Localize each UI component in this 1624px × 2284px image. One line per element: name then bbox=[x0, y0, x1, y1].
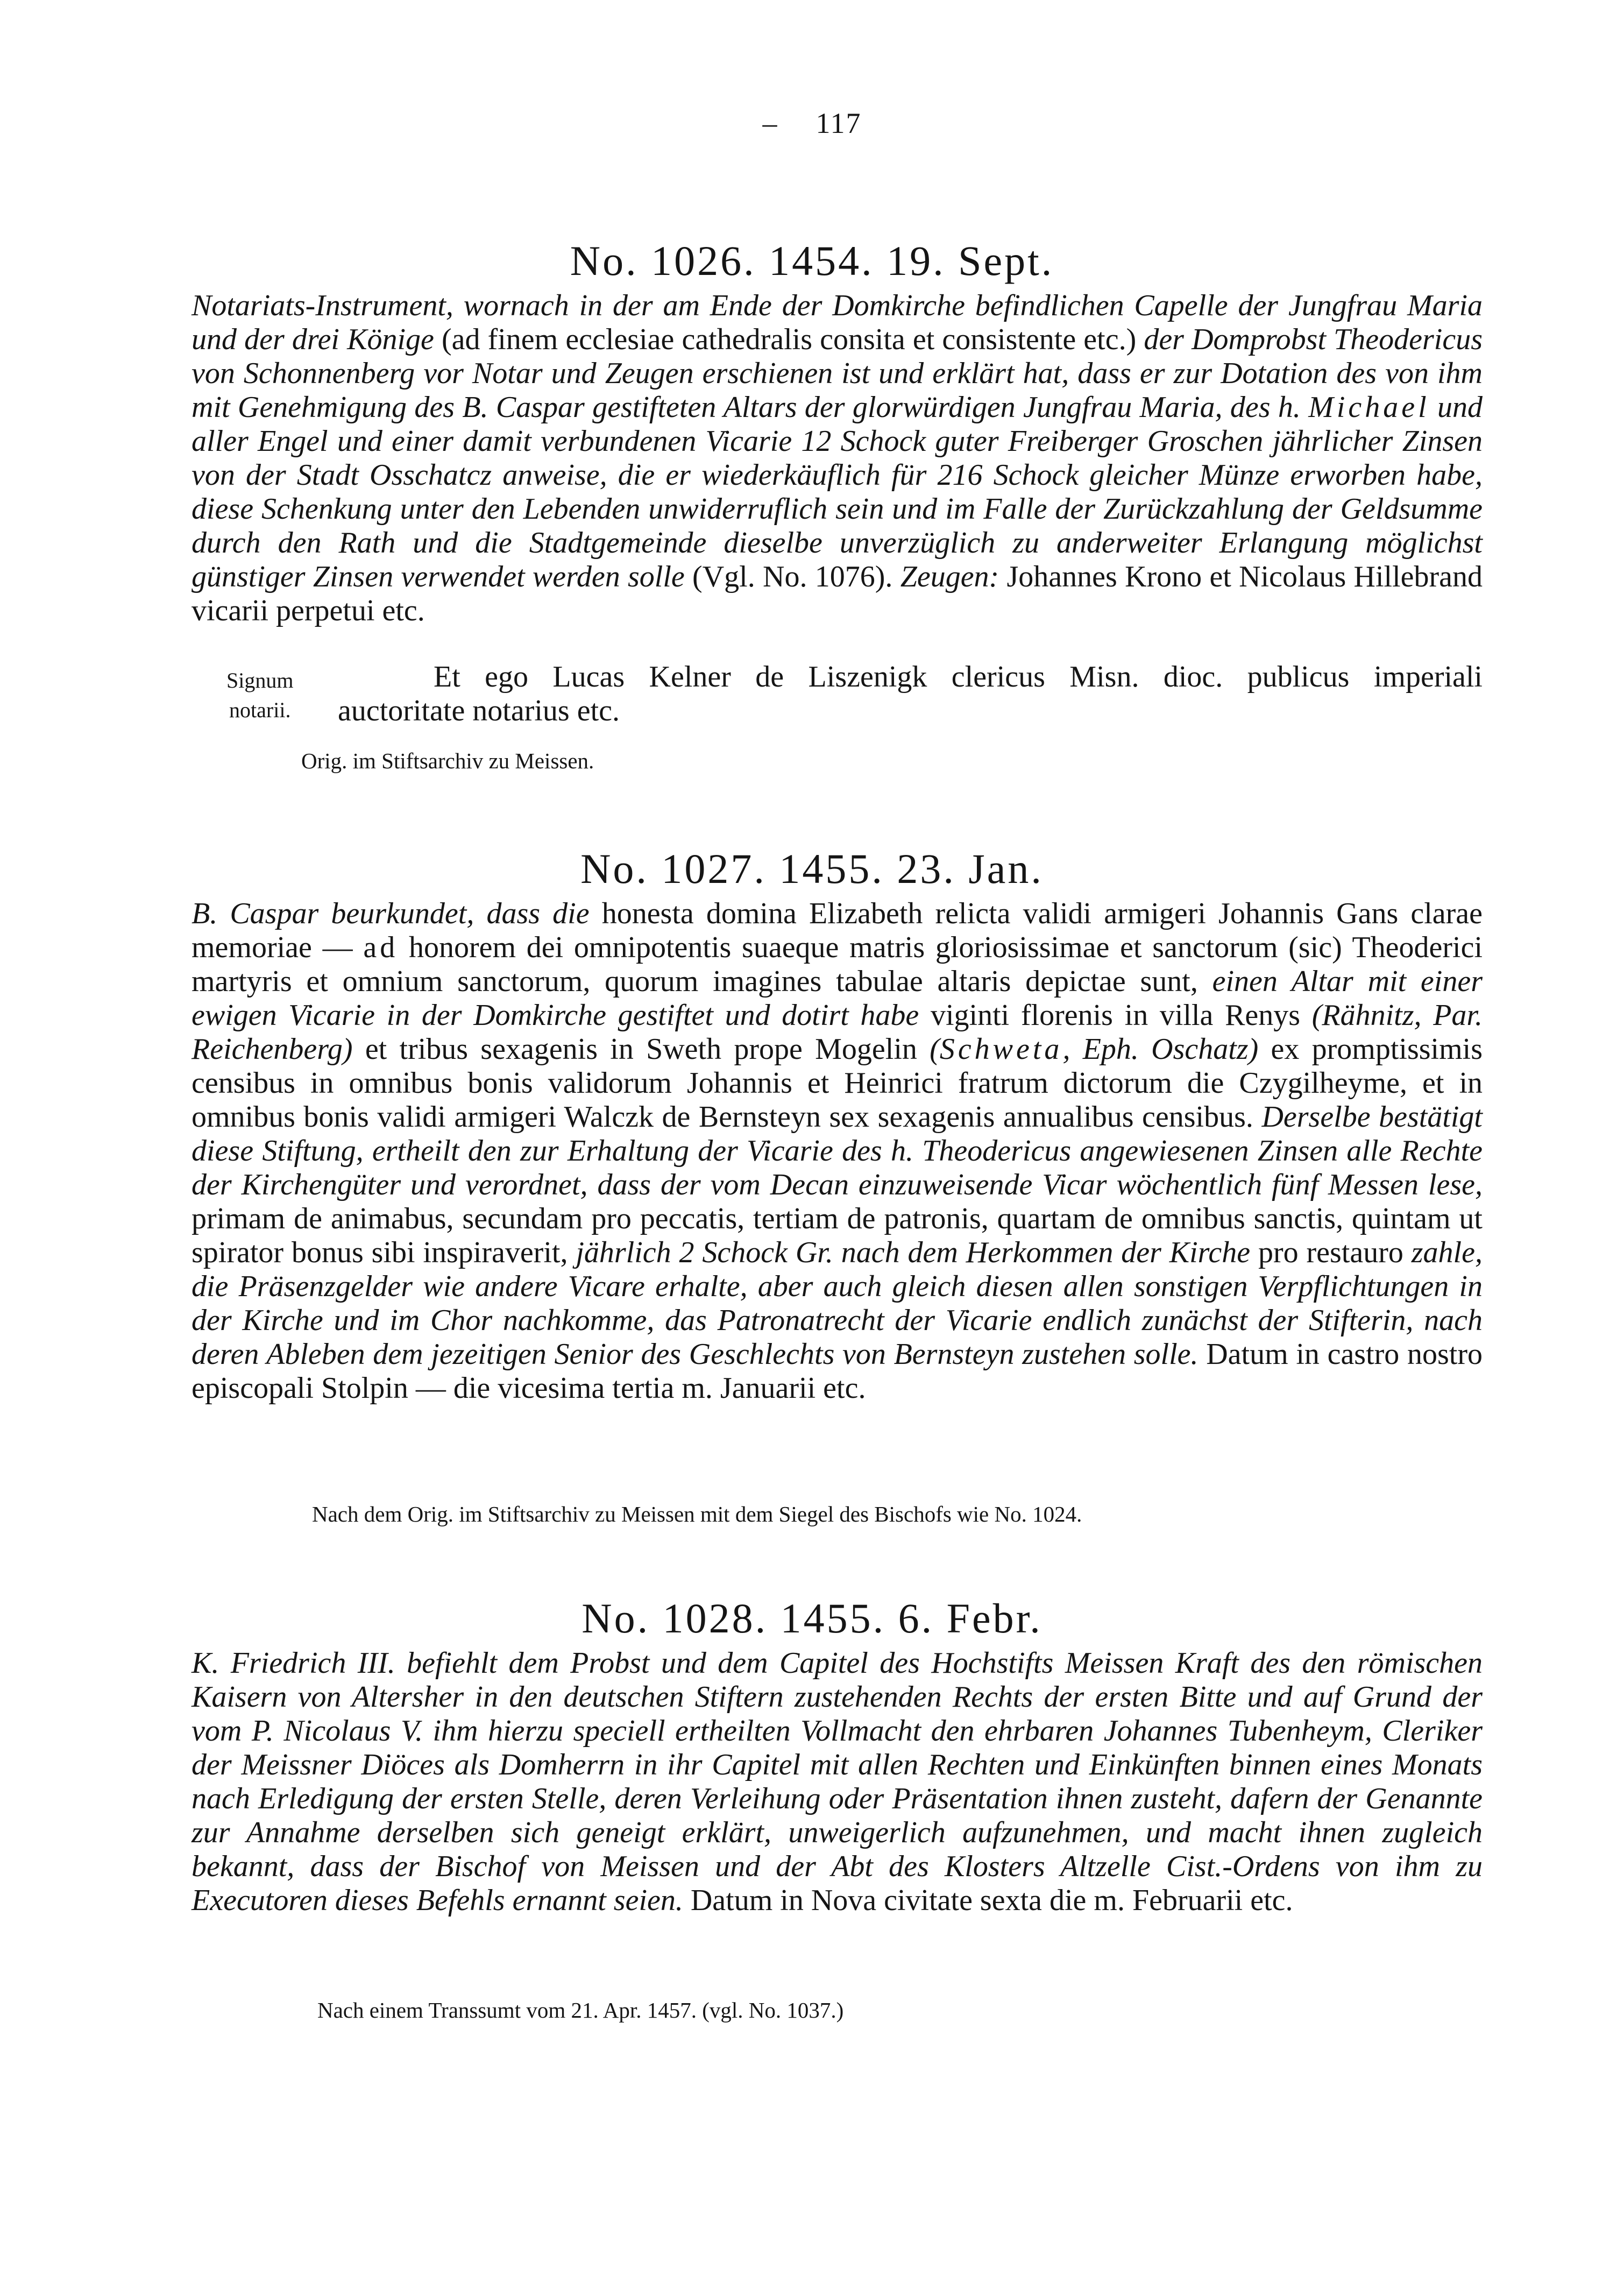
entry-heading: No. 1026. 1454. 19. Sept. bbox=[570, 237, 1054, 284]
signum-label-line: Signum bbox=[226, 668, 294, 692]
regest-latin: primam de animabus, secundam pro peccatis, tertiam de patronis, quartam de omnibus sanctis, quintam ut spirator bonus sibi inspiraverit, bbox=[192, 1202, 1483, 1269]
regest-latin: Johannes Krono et Nicolaus Hillebrand vicarii perpetui etc. bbox=[192, 560, 1483, 627]
regest-italic: Derselbe bestätigt diese Stiftung, ertheilt den zur Erhaltung der Vicarie des h. Theodericus angewiesenen Zinsen alle Rechte der Kirchengüter und verordnet, dass der vom Decan einzuweisende Vicar wöchentlich fünf Messen lese, bbox=[192, 1100, 1483, 1201]
regest-latin: honesta domina Elizabeth relicta validi armigeri Johannis Gans clarae memoriae — bbox=[192, 897, 1483, 964]
regest-latin: ex promptissimis censibus in omnibus bonis validorum Johannis et Heinrici fratrum dictorum die Czygilheyme, et in omnibus bonis validi armigeri Walczk de Bernsteyn sex sexagenis annualibus censibus. bbox=[192, 1033, 1483, 1134]
notary-subscription-line: auctoritate notarius etc. bbox=[338, 694, 620, 727]
regest-italic: Notariats-Instrument, wornach in der am Ende der Domkirche befindlichen Capelle der Jungfrau Maria und der drei Könige bbox=[192, 289, 1483, 356]
source-note: Nach einem Transsumt vom 21. Apr. 1457. (vgl. No. 1037.) bbox=[317, 1998, 844, 2023]
regest-italic: (Rähnitz, Par. Reichenberg) bbox=[192, 999, 1483, 1066]
regest-latin: Datum in Nova civitate sexta die m. Februarii etc. bbox=[683, 1884, 1293, 1917]
notary-subscription-line: Et ego Lucas Kelner de Liszenigk clericus Misn. dioc. publicus imperiali bbox=[434, 660, 1483, 694]
regest-italic: einen Altar mit einer ewigen Vicarie in der Domkirche gestiftet und dotirt habe bbox=[192, 965, 1483, 1032]
page-number bbox=[0, 107, 1624, 140]
regest-latin: pro restauro bbox=[1250, 1236, 1412, 1269]
regest-latin: honorem dei omnipotentis suaeque matris gloriosissimae et sanctorum (sic) Theoderici martyris et omnium sanctorum, quorum imagines tabulae altaris depictae sunt, bbox=[192, 931, 1483, 998]
entry-regest bbox=[192, 289, 1483, 628]
regest-italic: zahle, die Präsenzgelder wie andere Vicare erhalte, aber auch gleich diesen allen sonstigen Verpflichtungen in der Kirche und im Chor nachkomme, das Patronatrecht der Vicarie endlich zunächst der Stifterin, nach deren Ableben dem jezeitigen Senior des Geschlechts von Bernsteyn zustehen solle. bbox=[192, 1236, 1483, 1371]
source-note: Orig. im Stiftsarchiv zu Meissen. bbox=[301, 748, 594, 773]
regest-spaced: Schweta bbox=[939, 1033, 1063, 1066]
page-number-value: 117 bbox=[815, 107, 862, 139]
regest-italic: Zeugen: bbox=[900, 560, 999, 593]
regest-spaced: Michael bbox=[1308, 391, 1430, 424]
regest-latin: viginti florenis in villa Renys bbox=[919, 999, 1312, 1032]
source-note: Nach dem Orig. im Stiftsarchiv zu Meissen mit dem Siegel des Bischofs wie No. 1024. bbox=[312, 1502, 1082, 1526]
regest-italic: ( bbox=[930, 1033, 940, 1066]
header-dash: – bbox=[762, 107, 778, 139]
regest-italic: jährlich 2 Schock Gr. nach dem Herkommen der Kirche bbox=[576, 1236, 1251, 1269]
regest-italic: und aller Engel und einer damit verbundenen Vicarie 12 Schock guter Freiberger Groschen jährlicher Zinsen von der Stadt Osschatcz anweise, die er wiederkäuflich für 216 Schock gleicher Münze erworben habe, diese Schenkung unter den Lebenden unwiderruflich sein und im Falle der Zurückzahlung der Geldsumme durch den Rath und die Stadtgemeinde dieselbe unverzüglich zu anderweiter Erlangung möglichst günstiger Zinsen verwendet werden solle bbox=[192, 391, 1483, 593]
regest-italic: B. Caspar beurkundet, dass die bbox=[192, 897, 590, 930]
regest-spaced: ad bbox=[363, 931, 399, 964]
regest-italic: der Domprobst Theodericus von Schonnenberg vor Notar und Zeugen erschienen ist und erklärt hat, dass er zur Dotation des von ihm mit Genehmigung des B. Caspar gestifteten Altars der glorwürdigen Jungfrau Maria, des h. bbox=[192, 323, 1483, 424]
regest-latin: (Vgl. No. 1076). bbox=[684, 560, 900, 593]
regest-latin: (ad finem ecclesiae cathedralis consita et consistente etc.) bbox=[434, 323, 1144, 356]
signum-label-line: notarii. bbox=[229, 698, 291, 722]
entry-regest bbox=[192, 1646, 1483, 1918]
entry-heading: No. 1027. 1455. 23. Jan. bbox=[580, 845, 1044, 892]
entry-regest bbox=[192, 897, 1483, 1405]
entry-heading: No. 1028. 1455. 6. Febr. bbox=[581, 1595, 1043, 1642]
regest-italic: , Eph. Oschatz) bbox=[1062, 1033, 1259, 1066]
regest-latin: et tribus sexagenis in Sweth prope Mogelin bbox=[352, 1033, 930, 1066]
notary-signature-block bbox=[192, 660, 1483, 730]
regest-italic: K. Friedrich III. befiehlt dem Probst und dem Capitel des Hochstifts Meissen Kraft des den römischen Kaisern von Altersher in den deutschen Stiftern zustehenden Rechts der ersten Bitte und auf Grund der vom P. Nicolaus V. ihm hierzu speciell ertheilten Vollmacht den ehrbaren Johannes Tubenheym, Cleriker der Meissner Diöces als Domherrn in ihr Capitel mit allen Rechten und Einkünften binnen eines Monats nach Erledigung der ersten Stelle, deren Verleihung oder Präsentation ihnen zusteht, dafern der Genannte zur Annahme derselben sich geneigt erklärt, unweigerlich aufzunehmen, und macht ihnen zugleich bekannt, dass der Bischof von Meissen und der Abt des Klosters Altzelle Cist.-Ordens von ihm zu Executoren dieses Befehls ernannt seien. bbox=[192, 1646, 1483, 1917]
regest-latin: Datum in castro nostro episcopali Stolpin — die vicesima tertia m. Januarii etc. bbox=[192, 1338, 1483, 1405]
notary-subscription bbox=[192, 660, 1483, 728]
